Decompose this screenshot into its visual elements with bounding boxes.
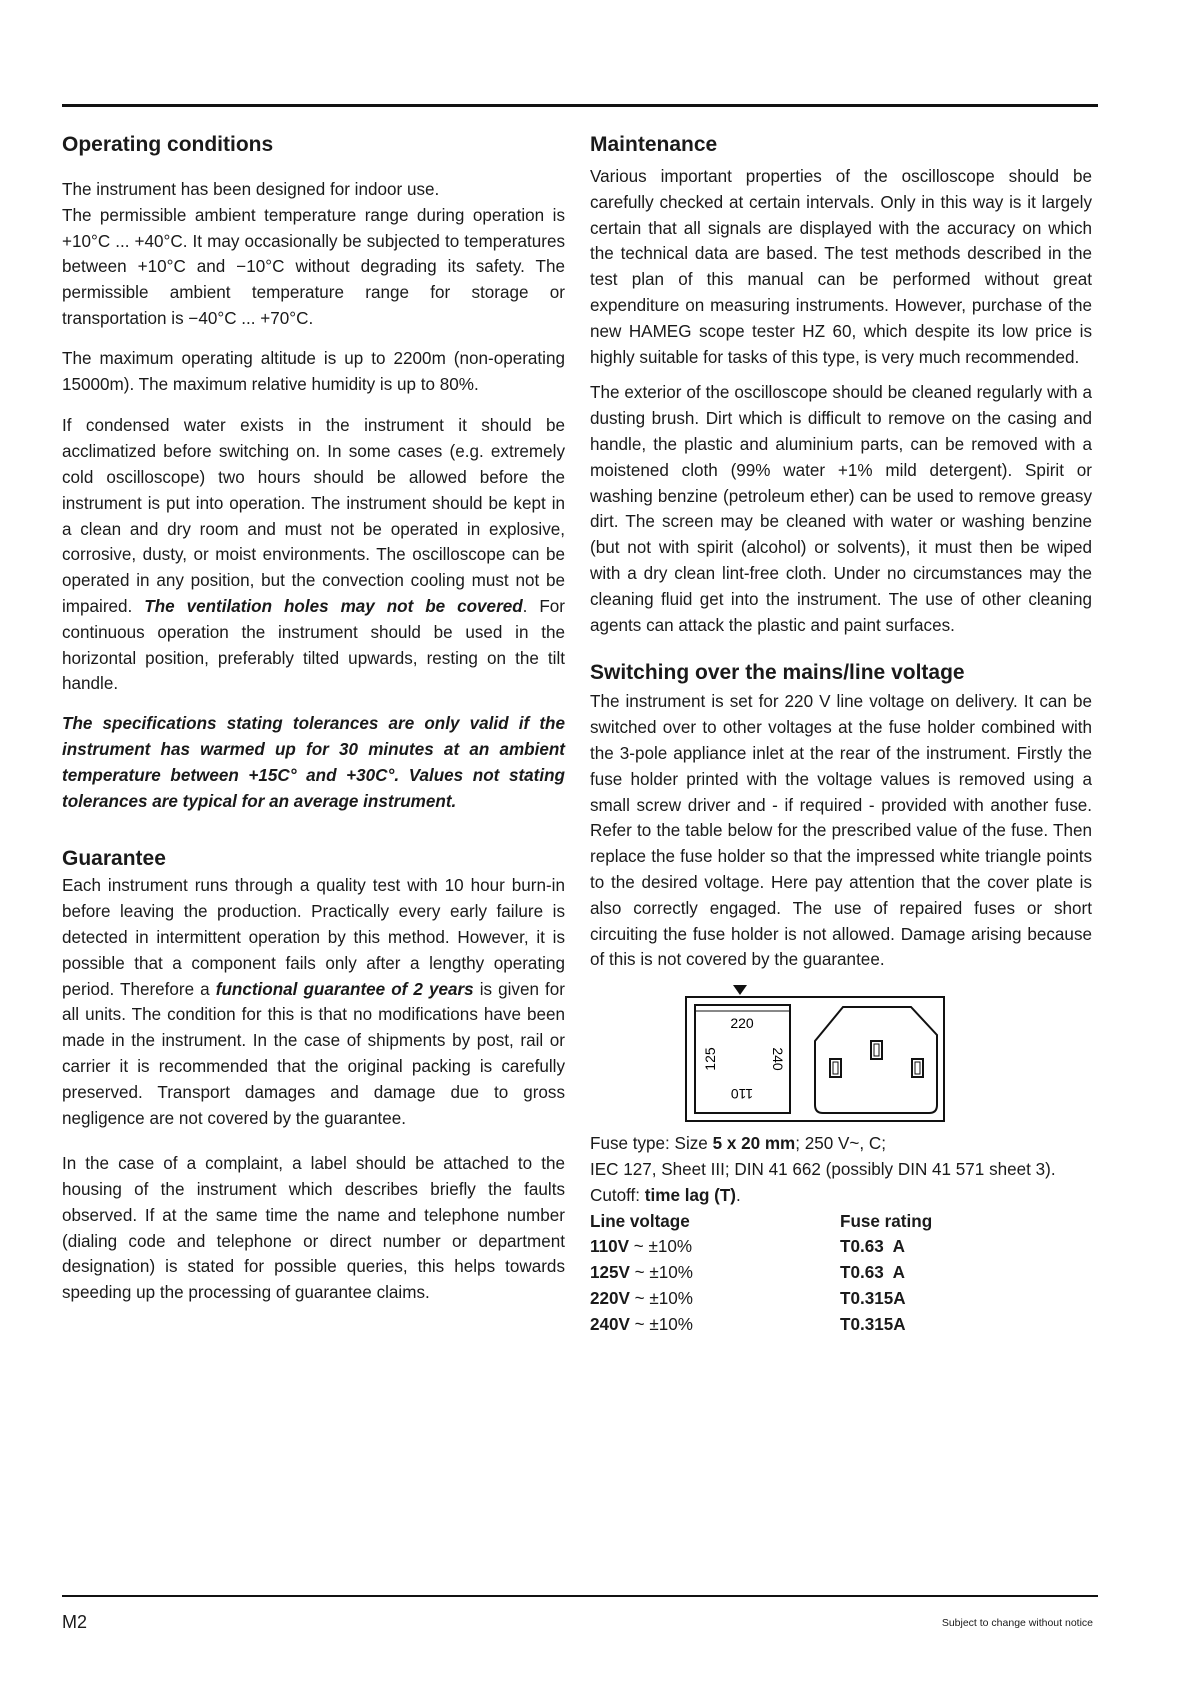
switching-p1: The instrument is set for 220 V line voltage on delivery. It can be switched over to other voltages at the fuse holder combined with the 3-pole appliance inlet at the rear of the instrument. Firstly the fuse holder printed with the voltage values is removed using a small screw driver and - if required - provided with another fuse. Refer to the table below for the prescribed value of the fuse. Then replace the fuse holder so that the impressed white triangle points to the desired voltage. Here pay attention that the cover plate is also correctly engaged. The use of repaired fuses or short circuiting the fuse holder is not allowed. Damage arising because of this is not covered by the guarantee. xyxy=(590,692,1092,970)
page-number: M2 xyxy=(62,1612,88,1632)
operating-p4-text: If condensed water exists in the instrument it should be acclimatized before switching on. In some cases (e.g. extremely cold oscilloscope) two hours should be allowed before the instrument is put into operation. The instrument should be kept in a clean and dry room and must not be operated in explosive, corrosive, dusty, or moist environments. The oscilloscope can be operated in any position, but the convection cooling must not be impaired. xyxy=(62,416,565,616)
tolerance-value: ~ ±10% xyxy=(629,1263,693,1283)
table-row xyxy=(590,1260,932,1286)
voltage-label-125: 125 xyxy=(702,1047,718,1071)
table-row xyxy=(590,1234,932,1260)
indicator-triangle xyxy=(733,985,747,995)
guarantee-p1-text-end: is given for all units. The condition for this is that no modifications have been made in the instrument. In the case of shipments by post, rail or carrier it is recommended that the original packing is carefully preserved. Transport damages and damage due to gross negligence are not covered by the guarantee. xyxy=(62,979,566,1128)
tolerance-value: ~ ±10% xyxy=(628,1237,693,1257)
voltage-value: 240V xyxy=(590,1314,630,1334)
switching-heading: Switching over the mains/line voltage xyxy=(590,661,965,685)
voltage-label-240: 240 xyxy=(770,1047,786,1071)
pin-earth-inner xyxy=(874,1044,879,1056)
fuse-table-header xyxy=(590,1209,932,1235)
cutoff-end: . xyxy=(735,1185,741,1205)
maintenance-p2: The exterior of the oscilloscope should be cleaned regularly with a dusting brush. Dirt which is difficult to remove on the casing and handle, the plastic and aluminium parts, can be removed with a moistened cloth (99% water +1% mild detergent). Spirit or washing benzine (petroleum ether) can be used to remove greasy dirt. The screen may be cleaned with water or washing benzine (but not with spirit (alcohol) or solvents), it must then be wiped with a dry clean lint-free cloth. Under no circumstances may the cleaning fluid get into the instrument. The use of other cleaning agents can attack the plastic and paint surfaces. xyxy=(590,383,1092,635)
pin-right-inner xyxy=(915,1062,920,1074)
fuse-size: 5 x 20 mm xyxy=(712,1134,796,1154)
fuse-standard: IEC 127, Sheet III; DIN 41 662 (possibly DIN 41 571 sheet 3). xyxy=(590,1159,1056,1179)
header-line-voltage: Line voltage xyxy=(590,1211,690,1231)
rating-cell: T0.315A xyxy=(840,1288,906,1308)
fuse-holder-diagram xyxy=(685,983,945,1123)
top-rule xyxy=(62,104,1098,107)
operating-conditions-heading: Operating conditions xyxy=(62,133,274,156)
voltage-label-220: 220 xyxy=(730,1015,754,1032)
fuse-type-label: Fuse type: Size xyxy=(590,1134,713,1154)
tolerance-value: ~ ±10% xyxy=(629,1314,693,1334)
voltage-cell xyxy=(590,1312,840,1338)
right-column xyxy=(590,132,1092,1337)
guarantee-p2: In the case of a complaint, a label should be attached to the housing of the instrument which describes briefly the faults observed. If at the same time the name and telephone number (dialing code and telephone or direct number or department designation) is stated for possible queries, this helps towards speeding up the processing of guarantee claims. xyxy=(62,1154,565,1303)
fuse-cutoff xyxy=(590,1183,1092,1209)
voltage-label-110: 110 xyxy=(730,1086,754,1103)
operating-p4 xyxy=(62,413,565,697)
maintenance-heading: Maintenance xyxy=(590,133,718,156)
ventilation-warning: The ventilation holes may not be covered xyxy=(144,596,523,616)
guarantee-heading: Guarantee xyxy=(62,847,166,871)
voltage-value: 110V xyxy=(590,1237,629,1257)
operating-p3: The maximum operating altitude is up to 2200m (non-operating 15000m). The maximum relative humidity is up to 80%. xyxy=(62,348,565,394)
voltage-cell xyxy=(590,1286,840,1312)
cutoff-label: Cutoff: xyxy=(590,1185,645,1205)
specifications-note: The specifications stating tolerances are only valid if the instrument has warmed up for 30 minutes at an ambient temperature between +15C° and +30C°. Values not stating tolerances are typical for an average instrument. xyxy=(62,714,565,811)
pin-left-inner xyxy=(833,1062,838,1074)
fuse-type-rest: ; 250 V~, C; xyxy=(795,1134,886,1154)
guarantee-period: functional guarantee of 2 years xyxy=(215,979,474,999)
maintenance-p1: Various important properties of the oscilloscope should be carefully checked at certain intervals. Only in this way is it largely certain that all signals are displayed with the accuracy on which the technical data are based. The test methods described in the test plan of this manual can be performed without great expenditure on measuring instruments. However, purchase of the new HAMEG scope tester HZ 60, which despite its low price is highly suitable for tasks of this type, is very much recommended. xyxy=(590,167,1092,367)
voltage-value: 125V xyxy=(590,1263,630,1283)
voltage-value: 220V xyxy=(590,1288,630,1308)
fuse-table xyxy=(590,1209,932,1338)
fuse-type xyxy=(590,1131,1092,1157)
header-fuse-rating: Fuse rating xyxy=(840,1211,933,1231)
table-row xyxy=(590,1312,932,1338)
rating-cell: T0.63 A xyxy=(840,1237,905,1257)
guarantee-p1-text: Each instrument runs through a quality test with 10 hour burn-in before leaving the production. Practically every early failure is detected in intermittent operation by this method. However, it is possible that a component fails only after a lengthy operating period. Therefore a xyxy=(62,876,565,999)
rating-cell: T0.315A xyxy=(840,1314,906,1334)
left-column xyxy=(62,132,565,1306)
operating-p1: The instrument has been designed for indoor use. xyxy=(62,180,440,199)
operating-p4-text-end: . For continuous operation the instrument should be used in the horizontal position, preferably tilted upwards, resting on the tilt handle. xyxy=(62,596,565,694)
bottom-rule xyxy=(62,1595,1098,1597)
tolerance-value: ~ ±10% xyxy=(629,1288,693,1308)
rating-cell: T0.63 A xyxy=(840,1263,905,1283)
footer-notice: Subject to change without notice xyxy=(941,1617,1093,1629)
voltage-cell xyxy=(590,1234,840,1260)
guarantee-p1 xyxy=(62,873,565,1131)
operating-p2: The permissible ambient temperature range during operation is +10°C ... +40°C. It may occasionally be subjected to temperatures between +10°C and −10°C without degrading its safety. The permissible ambient temperature range for storage or transportation is −40°C ... +70°C. xyxy=(62,205,565,328)
voltage-cell xyxy=(590,1260,840,1286)
cutoff-value: time lag (T) xyxy=(644,1185,736,1205)
table-row xyxy=(590,1286,932,1312)
